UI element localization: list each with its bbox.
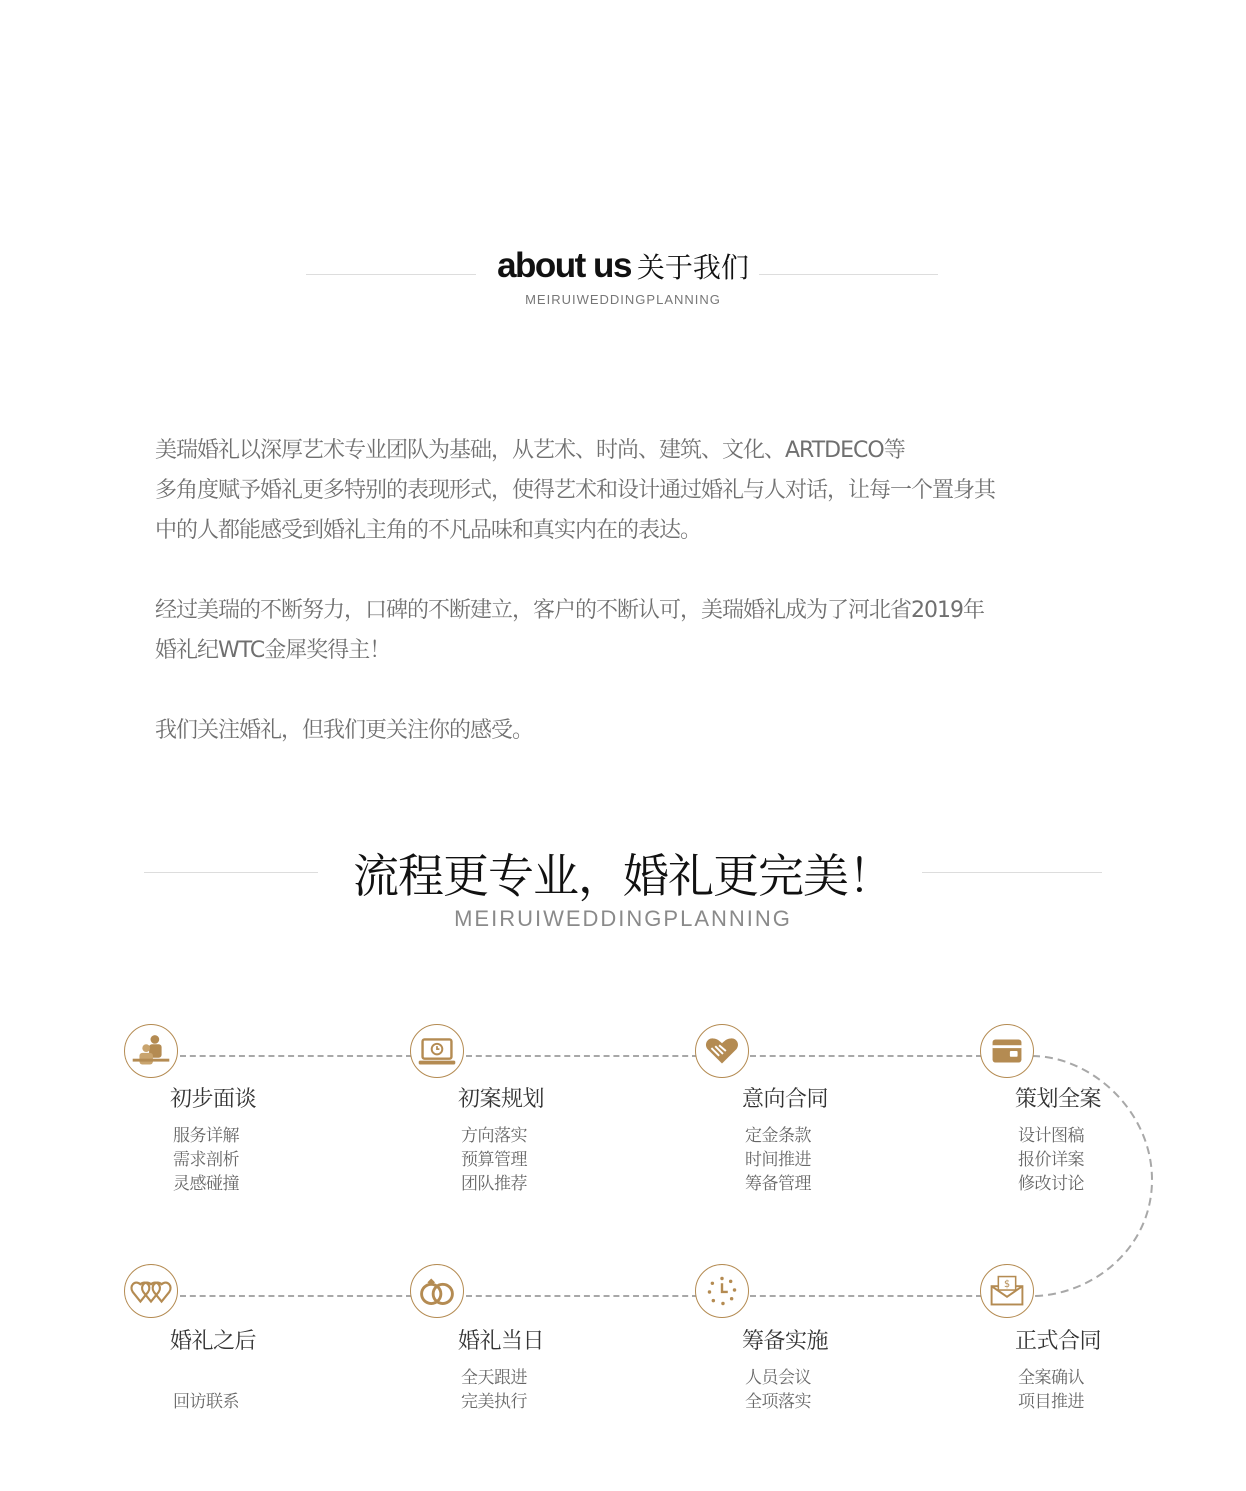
- step-title: 婚礼之后: [170, 1329, 257, 1354]
- step-item: 时间推进: [745, 1150, 811, 1170]
- step-item: 筹备管理: [745, 1174, 811, 1194]
- connector-line: [750, 1055, 982, 1057]
- step-item: 设计图稿: [1018, 1126, 1084, 1146]
- flow-title: 流程更专业，婚礼更完美！: [353, 849, 893, 903]
- step-title: 婚礼当日: [458, 1329, 545, 1354]
- wallet-icon: [980, 1024, 1034, 1078]
- flow-subtitle: MEIRUIWEDDINGPLANNING: [454, 906, 792, 931]
- connector-line: [180, 1055, 412, 1057]
- clock-icon: [695, 1264, 749, 1318]
- about-heading: [0, 246, 1246, 286]
- step-title: 初案规划: [458, 1087, 545, 1112]
- paragraph-line: 美瑞婚礼以深厚艺术专业团队为基础，从艺术、时尚、建筑、文化、ARTDECO等: [155, 438, 905, 463]
- connector-line: [466, 1295, 698, 1297]
- step-title: 意向合同: [742, 1087, 829, 1112]
- step-item: 灵感碰撞: [173, 1174, 239, 1194]
- about-title-en: about us: [497, 246, 631, 285]
- hearts-icon: [124, 1264, 178, 1318]
- step-item: 服务详解: [173, 1126, 239, 1146]
- about-subtitle: MEIRUIWEDDINGPLANNING: [525, 292, 721, 307]
- step-item: 全案确认: [1018, 1368, 1084, 1388]
- step-item: 预算管理: [461, 1150, 527, 1170]
- step-item: 回访联系: [173, 1392, 239, 1412]
- rings-icon: [410, 1264, 464, 1318]
- about-title-cn: 关于我们: [636, 251, 749, 284]
- handshake-icon: [695, 1024, 749, 1078]
- connector-line: [466, 1055, 698, 1057]
- step-item: 人员会议: [745, 1368, 811, 1388]
- connector-line: [750, 1295, 982, 1297]
- contract-envelope-icon: [980, 1264, 1034, 1318]
- step-item: 全天跟进: [461, 1368, 527, 1388]
- about-paragraph-3: [155, 711, 1100, 751]
- step-item: 团队推荐: [461, 1174, 527, 1194]
- step-title: 初步面谈: [170, 1087, 257, 1112]
- laptop-plan-icon: [410, 1024, 464, 1078]
- step-item: 项目推进: [1018, 1392, 1084, 1412]
- step-title: 筹备实施: [742, 1329, 829, 1354]
- step-item: 报价详案: [1018, 1150, 1084, 1170]
- svg-text:$: $: [1003, 1279, 1011, 1291]
- paragraph-line: 中的人都能感受到婚礼主角的不凡品味和真实内在的表达。: [155, 518, 702, 543]
- connector-line: [180, 1295, 412, 1297]
- step-item: 完美执行: [461, 1392, 527, 1412]
- about-paragraph-1: [155, 431, 1100, 551]
- about-paragraph-2: [155, 591, 1100, 671]
- consultation-icon: [124, 1024, 178, 1078]
- paragraph-line: 经过美瑞的不断努力，口碑的不断建立，客户的不断认可，美瑞婚礼成为了河北省2019年: [155, 598, 984, 623]
- step-item: 需求剖析: [173, 1150, 239, 1170]
- paragraph-line: 我们关注婚礼，但我们更关注你的感受。: [155, 718, 534, 743]
- step-item: 定金条款: [745, 1126, 811, 1146]
- step-title: 正式合同: [1015, 1329, 1102, 1354]
- paragraph-line: 多角度赋予婚礼更多特别的表现形式，使得艺术和设计通过婚礼与人对话，让每一个置身其: [155, 478, 996, 503]
- step-title: 策划全案: [1015, 1087, 1102, 1112]
- step-item: 方向落实: [461, 1126, 527, 1146]
- paragraph-line: 婚礼纪WTC金犀奖得主！: [155, 638, 391, 663]
- step-item: 修改讨论: [1018, 1174, 1084, 1194]
- step-item: 全项落实: [745, 1392, 811, 1412]
